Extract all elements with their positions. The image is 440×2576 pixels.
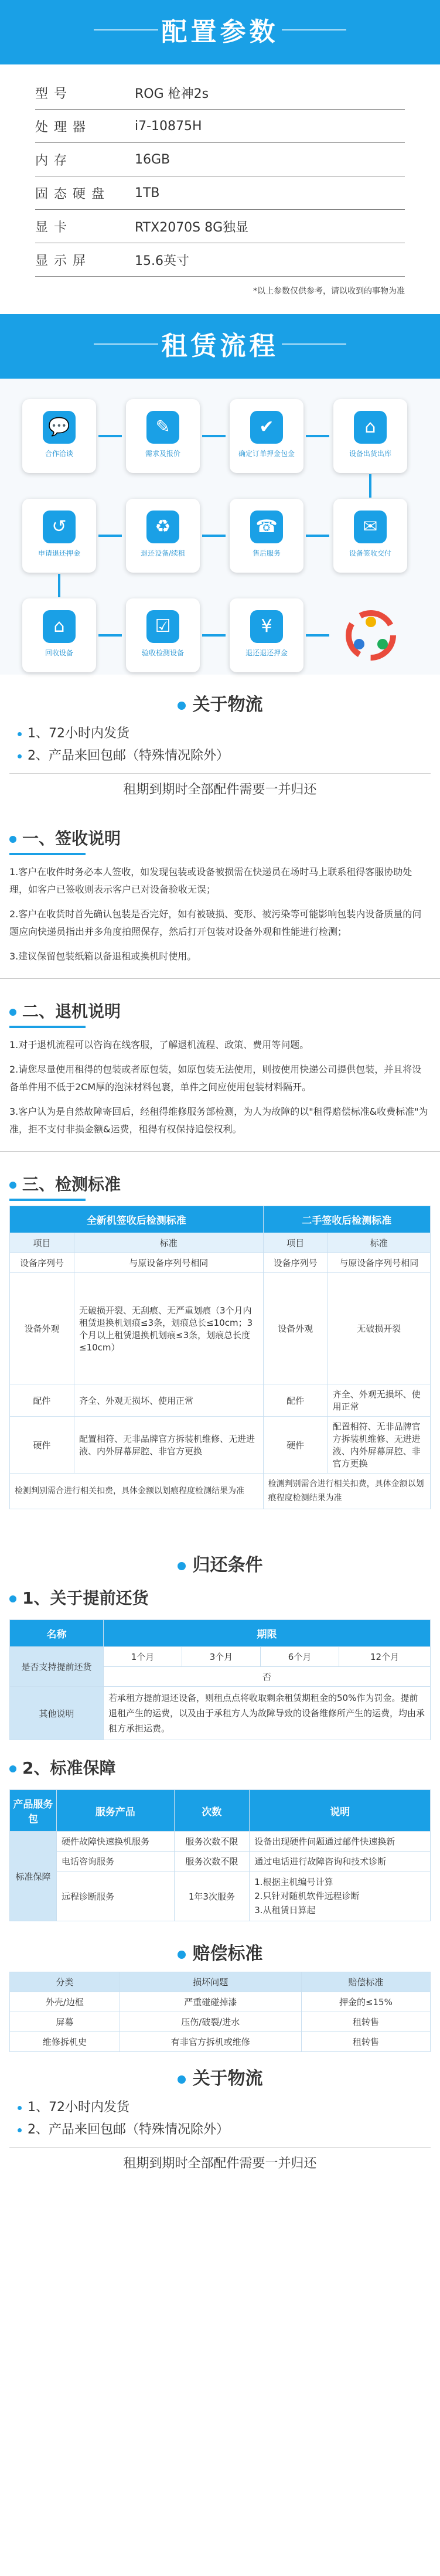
section-title: 三、检测标准 [0,1161,440,1206]
table-row: 配件 齐全、外观无损坏、使用正常 配件 齐全、外观无损坏、使用正常 [10,1384,431,1417]
spec-row: 内存 16GB [35,143,405,176]
section-title: 2、标准保障 [0,1740,440,1784]
step-card: ✔ 确定订单押金包金 [230,399,303,473]
guarantee-table [9,1789,431,1921]
table-row: 电话咨询服务 服务次数不限 通过电话进行故障咨询和技术诊断 [10,1852,431,1871]
bullet-dot [178,2075,186,2084]
title-underline [9,853,86,855]
arrow-left-icon [98,535,122,537]
warehouse-icon: ⌂ [354,411,387,444]
box-icon: ✉ [354,511,387,543]
table-row: 否 [10,1667,431,1687]
table-row: 维修拆机史 有非官方拆机或维修 租转售 [10,2032,431,2052]
table-row: 设备序列号 与原设备序列号相同 设备序列号 与原设备序列号相同 [10,1253,431,1273]
spec-row: 型号 ROG 枪神2s [35,76,405,110]
early-return-table [9,1619,431,1740]
recycle-icon: ♻ [146,511,179,543]
tagline: 租期到期时全部配件需要一并归还 [123,2156,317,2171]
step-card: ¥ 退还退还押金 [230,598,303,672]
config-band [0,0,440,64]
arrow-right-icon [306,435,329,437]
table-row: 屏幕 压伤/破裂/进水 租转售 [10,2012,431,2032]
arrow-down-icon [369,474,371,498]
list-item: 2、产品来回包邮（特殊情况除外） [18,745,422,767]
table-row: 其他说明 若承租方提前退还设备，则租点点将收取剩余租赁期租金的50%作为罚金。提前退租产生的运费，以及由于承租方人为故障导致的设备维修所产生的运费，均由承租方承担运费。 [10,1687,431,1740]
arrow-right-icon [98,634,122,637]
edit-icon: ✎ [146,411,179,444]
arrow-right-icon [98,435,122,437]
section-title: 一、签收说明 [0,815,440,860]
decor-line [94,29,158,30]
section-title: 归还条件 [0,1509,440,1583]
title-underline [9,1026,86,1028]
bullet-dot [9,1765,16,1772]
step-card: ☑ 验收检测设备 [126,598,200,672]
paragraph: 2.请您尽量使用租得的包装或者原包装，如原包装无法使用，则按使用快递公司提供包装，并且将设备单件用不低于2CM厚的泡沫材料包裹，单件之间应使用包装材料隔开。 [9,1064,422,1093]
arrow-left-icon [306,535,329,537]
decor-line [282,29,346,30]
table-header: 产品服务包 服务产品 次数 说明 [10,1790,431,1832]
arrow-left-icon [202,535,226,537]
spec-row: 固态硬盘 1TB [35,176,405,210]
inspect-table-wrap [0,1206,440,1509]
inspect-icon: ☑ [146,610,179,643]
bullet-dot [9,836,16,843]
tagline: 租期到期时全部配件需要一并归还 [123,782,317,797]
arrow-right-icon [202,435,226,437]
bullet-dot [9,1182,16,1189]
spec-row: 处理器 i7-10875H [35,110,405,143]
table-header: 分类 损坏问题 赔偿标准 [10,1972,431,1992]
table-row: 硬件 配置相符、无非品牌官方拆装机维修、无进进液、内外屏幕屏腔、非官方更换 硬件 配置相符、无非品牌官方拆装机维修、无进进液、内外屏幕屏腔、非官方更换 [10,1417,431,1474]
spec-note: *以上参数仅供参考，请以收到的事物为准 [253,287,405,296]
partner-logo [340,604,402,666]
divider [0,1151,440,1152]
bullet-dot [9,1009,16,1016]
money-icon: ¥ [250,610,283,643]
decor-line [94,343,158,345]
spec-row: 显示屏 15.6英寸 [35,243,405,277]
table-row: 标准保障 硬件故障快速换机服务 服务次数不限 设备出现硬件问题通过邮件快速换新 [10,1832,431,1852]
arrow-right-icon [306,634,329,637]
table-row: 是否支持提前还货 1个月 3个月 6个月 12个月 [10,1647,431,1667]
table-header: 全新机签收后检测标准 二手签收后检测标准 [10,1206,431,1233]
section-title: 赔偿标准 [0,1921,440,1972]
arrow-down-icon [58,574,60,597]
step-card: ✎ 需求及报价 [126,399,200,473]
process-flow [0,379,440,675]
chat-icon: 💬 [43,411,76,444]
table-row: 远程诊断服务 1年3次服务 1.根据主机编号计算 2.只针对随机软件远程诊断 3.从租赁日算起 [10,1871,431,1921]
section-title: 二、退机说明 [0,988,440,1033]
list-item: 1、72小时内发货 [18,2097,422,2119]
bullet-dot [9,1595,16,1602]
list-item: 1、72小时内发货 [18,723,422,745]
paragraph: 1.客户在收件时务必本人签收，如发现包装或设备被损需在快递员在场时马上联系租得客服协助处理，如客户已签收则表示客户已对设备验收无误； [9,866,412,895]
section-title: 1、关于提前还货 [0,1583,440,1614]
logistics-list [0,723,440,767]
table-note: 检测判别需合进行相关扣费，具体金额以划痕程度检测结果为准 检测判别需合进行相关扣费，具体金额以划痕程度检测结果为准 [10,1474,431,1509]
title-underline [9,1199,86,1201]
section-title: 关于物流 [0,675,440,723]
collect-icon: ⌂ [43,610,76,643]
logistics-list [0,2097,440,2141]
refund-icon: ↺ [43,511,76,543]
process-title: 租赁流程 [161,331,279,361]
step-card: ♻ 退还设备/续租 [126,499,200,573]
check-icon: ✔ [250,411,283,444]
step-card: ☎ 售后服务 [230,499,303,573]
paragraph: 3.建议保留包装纸箱以备退租或换机时使用。 [9,951,197,962]
spec-row: 显卡 RTX2070S 8G独显 [35,210,405,243]
bullet-dot [178,1951,186,1959]
early-return-table-wrap [0,1614,440,1740]
paragraph: 2.客户在收货时首先确认包装是否完好，如有被破损、变形、被污染等可能影响包装内设备质量的问题应向快递员指出并多角度拍照保存，然后打开包装对设备外观和性能进行检测； [9,908,422,937]
guarantee-table-wrap [0,1784,440,1921]
process-band [0,314,440,379]
list-item: 2、产品来回包邮（特殊情况除外） [18,2119,422,2141]
step-card: 💬 合作洽谈 [22,399,96,473]
config-title: 配置参数 [161,17,279,47]
paragraph: 3.客户认为是自然故障寄回后，经租得维修服务部检测，为人为故障的以"租得赔偿标准&收费标准"为准，拒不支付非损金额&运费，租得有权保持追偿权利。 [9,1106,428,1135]
step-card: ⌂ 回收设备 [22,598,96,672]
step-card: ↺ 申请退还押金 [22,499,96,573]
section-title: 关于物流 [0,2052,440,2097]
step-card: ⌂ 设备出货出库 [333,399,407,473]
table-subheader: 项目 标准 项目 标准 [10,1233,431,1253]
table-header: 名称 期限 [10,1620,431,1647]
compensation-table-wrap [0,1972,440,2052]
paragraph: 1.对于退机流程可以咨询在线客服，了解退机流程、政策、费用等问题。 [9,1039,309,1050]
decor-line [282,343,346,345]
step-card: ✉ 设备签收交付 [333,499,407,573]
bullet-dot [178,702,186,710]
compensation-table [9,1972,431,2052]
table-row: 外壳/边框 严重碰碰掉漆 押金的≤15% [10,1992,431,2012]
table-row: 设备外观 无破损开裂、无刮痕、无严重划痕（3个月内租赁退换机划痕≤3条，划痕总长≤10cm；3个月以上租赁退换机划痕≤3条，划痕总长度≤10cm） 设备外观 无破损开裂 [10,1273,431,1384]
headset-icon: ☎ [250,511,283,543]
divider [0,978,440,979]
spec-list [0,64,440,314]
arrow-right-icon [202,634,226,637]
bullet-dot [178,1562,186,1570]
inspect-table [9,1206,431,1509]
